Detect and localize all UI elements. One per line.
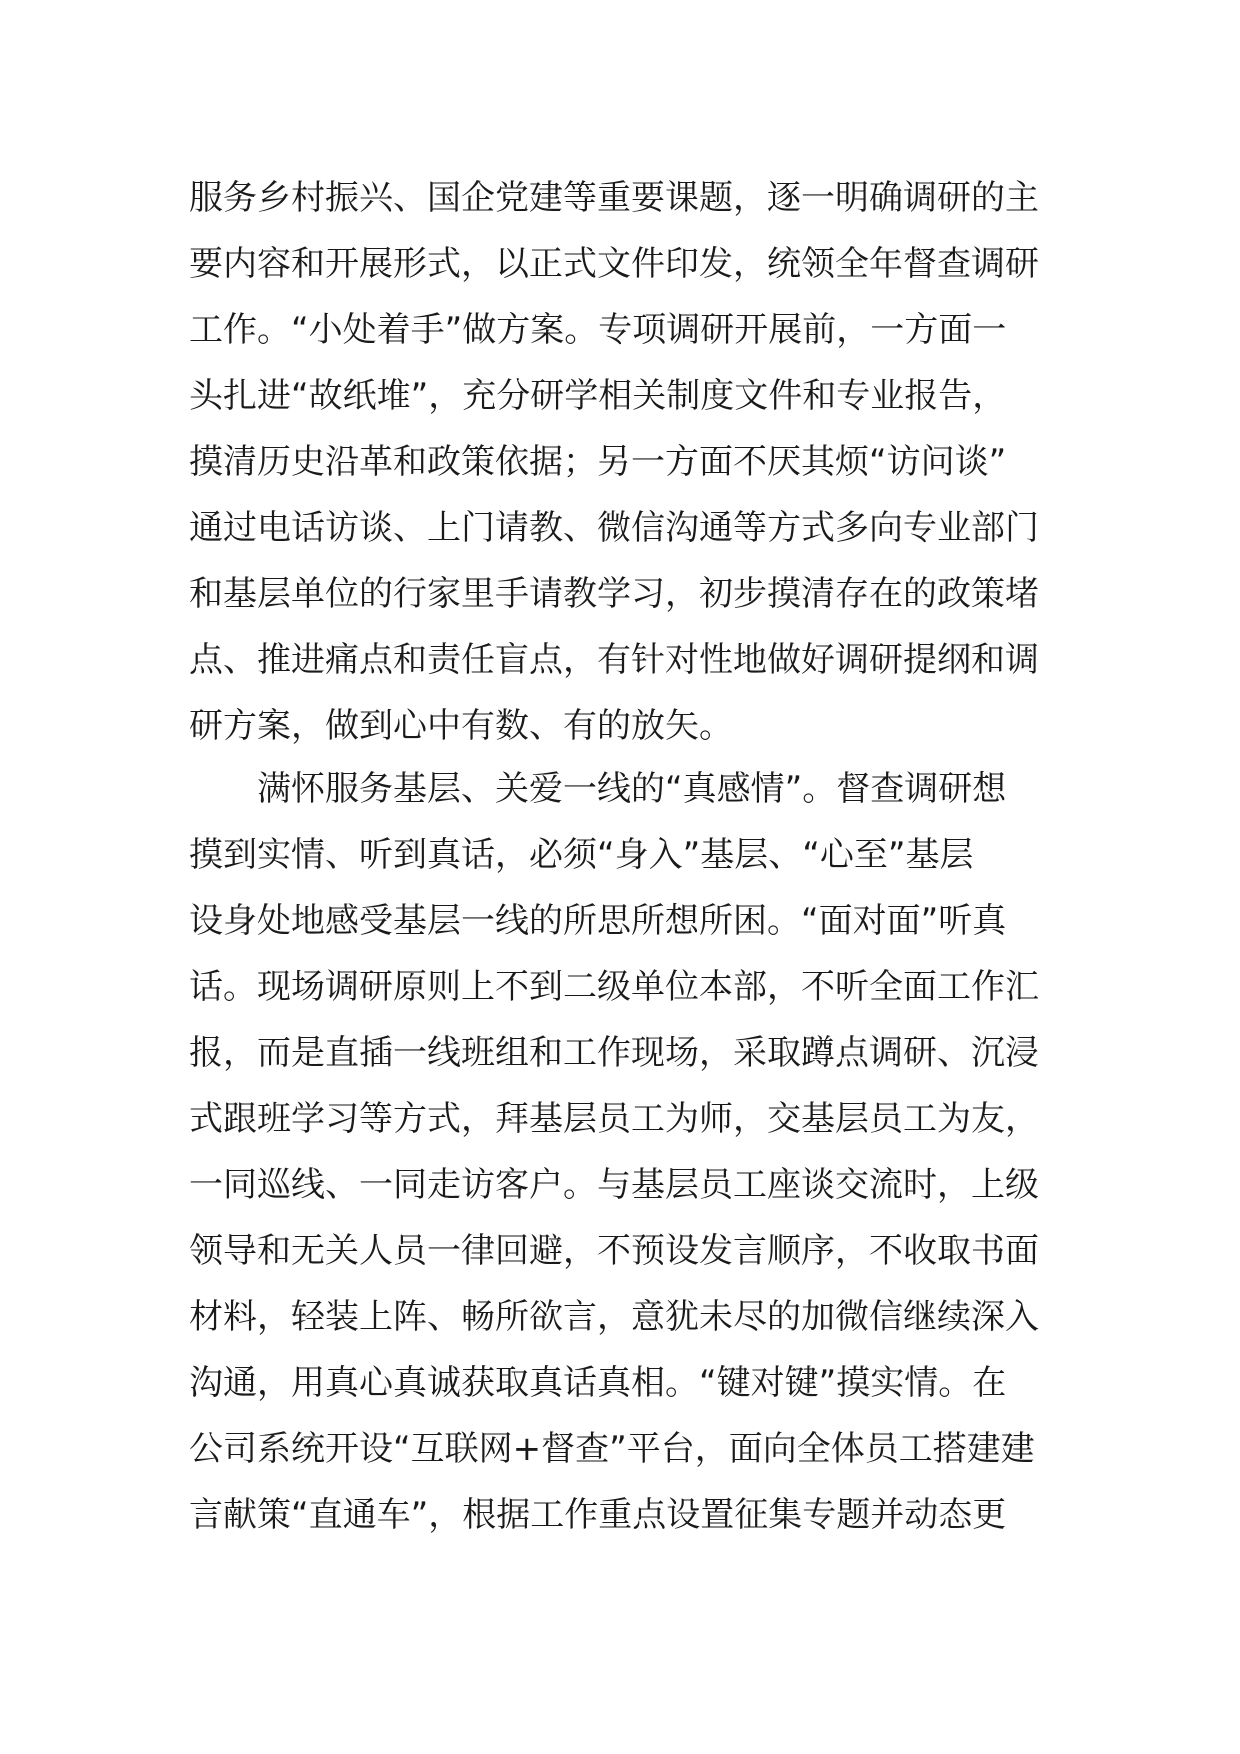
text-line: 设身处地感受基层一线的所思所想所困。“面对面”听真 bbox=[189, 901, 1007, 941]
text-line: 点、推进痛点和责任盲点，有针对性地做好调研提纲和调 bbox=[189, 640, 1039, 680]
text-line: 公司系统开设“互联网+督查”平台，面向全体员工搭建建 bbox=[189, 1429, 1035, 1469]
text-line: 一同巡线、一同走访客户。与基层员工座谈交流时，上级 bbox=[189, 1165, 1039, 1205]
text-line: 摸清历史沿革和政策依据；另一方面不厌其烦“访问谈” bbox=[189, 442, 1007, 482]
text-line: 材料，轻装上阵、畅所欲言，意犹未尽的加微信继续深入 bbox=[189, 1297, 1039, 1337]
text-line: 式跟班学习等方式，拜基层员工为师，交基层员工为友， bbox=[189, 1099, 1039, 1139]
text-line: 研方案，做到心中有数、有的放矢。 bbox=[189, 706, 733, 746]
text-line: 话。现场调研原则上不到二级单位本部，不听全面工作汇 bbox=[189, 967, 1039, 1007]
text-line: 领导和无关人员一律回避，不预设发言顺序，不收取书面 bbox=[189, 1231, 1039, 1271]
text-line: 要内容和开展形式，以正式文件印发，统领全年督查调研 bbox=[189, 244, 1039, 284]
text-line: 头扎进“故纸堆”，充分研学相关制度文件和专业报告， bbox=[189, 376, 1007, 416]
text-line: 摸到实情、听到真话，必须“身入”基层、“心至”基层 bbox=[189, 835, 974, 875]
text-line: 报，而是直插一线班组和工作现场，采取蹲点调研、沉浸 bbox=[189, 1033, 1039, 1073]
text-line: 和基层单位的行家里手请教学习，初步摸清存在的政策堵 bbox=[189, 574, 1039, 614]
text-line: 言献策“直通车”，根据工作重点设置征集专题并动态更 bbox=[189, 1495, 1007, 1535]
paragraph-1 bbox=[189, 165, 1069, 759]
text-line: 服务乡村振兴、国企党建等重要课题，逐一明确调研的主 bbox=[189, 178, 1039, 218]
text-line: 工作。“小处着手”做方案。专项调研开展前，一方面一 bbox=[189, 310, 1007, 350]
text-line: 沟通，用真心真诚获取真话真相。“键对键”摸实情。在 bbox=[189, 1363, 1007, 1403]
text-line: 通过电话访谈、上门请教、微信沟通等方式多向专业部门 bbox=[189, 508, 1039, 548]
text-line-first: 满怀服务基层、关爱一线的“真感情”。督查调研想 bbox=[257, 769, 1007, 809]
paragraph-2 bbox=[189, 756, 1069, 1548]
